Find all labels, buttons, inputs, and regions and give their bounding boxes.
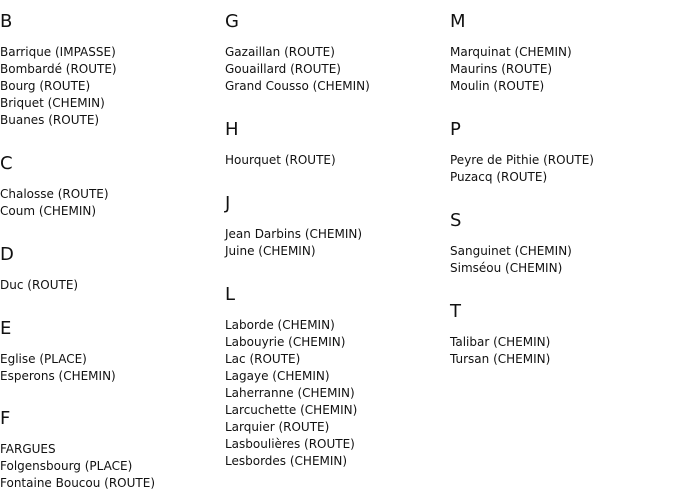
letter-group-h bbox=[225, 120, 336, 169]
letter-group-f bbox=[0, 409, 155, 492]
street-name-link[interactable]: Lasboulières (ROUTE) bbox=[225, 437, 355, 451]
street-name-link[interactable]: Hourquet (ROUTE) bbox=[225, 153, 336, 167]
letter-group-m bbox=[450, 12, 572, 95]
street-list bbox=[0, 277, 78, 294]
letter-heading: J bbox=[225, 193, 231, 214]
street-name-link[interactable]: Puzacq (ROUTE) bbox=[450, 170, 548, 184]
street-name-link[interactable]: Duc (ROUTE) bbox=[0, 278, 79, 292]
letter-heading: T bbox=[450, 301, 461, 322]
letter-group-d bbox=[0, 245, 78, 294]
street-list-item[interactable] bbox=[225, 453, 357, 470]
letter-heading: D bbox=[0, 244, 14, 265]
street-list-item[interactable] bbox=[225, 334, 357, 351]
street-list-item[interactable] bbox=[225, 385, 357, 402]
letter-group-s bbox=[450, 211, 572, 277]
street-name-link[interactable]: Gouaillard (ROUTE) bbox=[225, 62, 341, 76]
street-list-item[interactable] bbox=[225, 436, 357, 453]
street-name-link[interactable]: Juine (CHEMIN) bbox=[225, 244, 316, 258]
street-list bbox=[450, 243, 572, 277]
street-list-item[interactable] bbox=[0, 475, 155, 492]
street-list-item[interactable] bbox=[0, 186, 109, 203]
street-name-link[interactable]: Larquier (ROUTE) bbox=[225, 420, 330, 434]
street-list-item[interactable] bbox=[0, 61, 117, 78]
street-list-item[interactable] bbox=[225, 78, 370, 95]
street-name-link[interactable]: Marquinat (CHEMIN) bbox=[450, 45, 572, 59]
street-name-link[interactable]: Larcuchette (CHEMIN) bbox=[225, 403, 358, 417]
street-list-item[interactable] bbox=[225, 419, 357, 436]
street-list bbox=[0, 441, 155, 492]
letter-heading: H bbox=[225, 119, 239, 140]
street-list-item[interactable] bbox=[450, 78, 572, 95]
street-list bbox=[225, 152, 336, 169]
street-name-link[interactable]: Peyre de Pithie (ROUTE) bbox=[450, 153, 594, 167]
street-name-link[interactable]: Tursan (CHEMIN) bbox=[450, 352, 551, 366]
street-list-item[interactable] bbox=[0, 78, 117, 95]
street-list bbox=[225, 44, 370, 95]
street-list-item[interactable] bbox=[225, 61, 370, 78]
street-list-item[interactable] bbox=[225, 152, 336, 169]
letter-heading: C bbox=[0, 153, 13, 174]
letter-group-g bbox=[225, 12, 370, 95]
street-list bbox=[225, 317, 357, 470]
street-list-item[interactable] bbox=[450, 152, 594, 169]
letter-heading: S bbox=[450, 210, 462, 231]
street-name-link[interactable]: Simséou (CHEMIN) bbox=[450, 261, 563, 275]
letter-group-c bbox=[0, 154, 109, 220]
street-name-link[interactable]: Grand Cousso (CHEMIN) bbox=[225, 79, 370, 93]
street-list-item[interactable] bbox=[225, 226, 362, 243]
street-name-link[interactable]: Coum (CHEMIN) bbox=[0, 204, 97, 218]
street-name-link[interactable]: Bourg (ROUTE) bbox=[0, 79, 91, 93]
street-list-item[interactable] bbox=[450, 61, 572, 78]
letter-group-e bbox=[0, 319, 116, 385]
letter-group-b bbox=[0, 12, 117, 129]
letter-heading: G bbox=[225, 11, 239, 32]
street-name-link[interactable]: Maurins (ROUTE) bbox=[450, 62, 553, 76]
letter-heading: B bbox=[0, 11, 13, 32]
street-list-item[interactable] bbox=[225, 243, 362, 260]
street-list bbox=[450, 334, 550, 368]
street-name-link[interactable]: Briquet (CHEMIN) bbox=[0, 96, 105, 110]
street-list-item[interactable] bbox=[0, 441, 155, 458]
street-name-link[interactable]: Esperons (CHEMIN) bbox=[0, 369, 116, 383]
street-name-link[interactable]: Sanguinet (CHEMIN) bbox=[450, 244, 572, 258]
street-list-item[interactable] bbox=[0, 351, 116, 368]
street-name-link[interactable]: Chalosse (ROUTE) bbox=[0, 187, 109, 201]
street-list-item[interactable] bbox=[225, 368, 357, 385]
street-name-link[interactable]: Lagaye (CHEMIN) bbox=[225, 369, 330, 383]
letter-group-p bbox=[450, 120, 594, 186]
street-list bbox=[450, 152, 594, 186]
street-list-item[interactable] bbox=[0, 368, 116, 385]
street-name-link[interactable]: Gazaillan (ROUTE) bbox=[225, 45, 335, 59]
street-name-link[interactable]: Buanes (ROUTE) bbox=[0, 113, 100, 127]
street-name-link[interactable]: Talibar (CHEMIN) bbox=[450, 335, 551, 349]
letter-heading: M bbox=[450, 11, 466, 32]
street-list-item[interactable] bbox=[225, 44, 370, 61]
street-name-link[interactable]: Laborde (CHEMIN) bbox=[225, 318, 335, 332]
street-name-link[interactable]: Lac (ROUTE) bbox=[225, 352, 301, 366]
street-list-item[interactable] bbox=[450, 44, 572, 61]
street-list-item[interactable] bbox=[0, 95, 117, 112]
street-list-item[interactable] bbox=[225, 317, 357, 334]
street-name-link[interactable]: Barrique (IMPASSE) bbox=[0, 45, 116, 59]
street-list-item[interactable] bbox=[0, 203, 109, 220]
street-name-link[interactable]: Jean Darbins (CHEMIN) bbox=[225, 227, 363, 241]
street-name-link[interactable]: Moulin (ROUTE) bbox=[450, 79, 545, 93]
street-list-item[interactable] bbox=[225, 351, 357, 368]
letter-group-l bbox=[225, 285, 357, 470]
street-name-link[interactable]: Laherranne (CHEMIN) bbox=[225, 386, 355, 400]
letter-heading: F bbox=[0, 408, 11, 429]
street-name-link[interactable]: Lesbordes (CHEMIN) bbox=[225, 454, 348, 468]
street-list bbox=[0, 44, 117, 129]
street-name-link[interactable]: Eglise (PLACE) bbox=[0, 352, 87, 366]
street-list-item[interactable] bbox=[225, 402, 357, 419]
street-list-item[interactable] bbox=[450, 243, 572, 260]
street-list-item[interactable] bbox=[450, 260, 572, 277]
street-list-item[interactable] bbox=[450, 351, 550, 368]
street-list-item[interactable] bbox=[0, 44, 117, 61]
street-name-link[interactable]: FARGUES bbox=[0, 442, 56, 456]
street-list-item[interactable] bbox=[0, 458, 155, 475]
letter-heading: E bbox=[0, 318, 12, 339]
street-list-item[interactable] bbox=[0, 277, 78, 294]
letter-heading: P bbox=[450, 119, 461, 140]
street-list-item[interactable] bbox=[450, 334, 550, 351]
street-name-link[interactable]: Folgensbourg (PLACE) bbox=[0, 459, 133, 473]
street-name-link[interactable]: Fontaine Boucou (ROUTE) bbox=[0, 476, 155, 490]
street-list bbox=[0, 186, 109, 220]
street-list bbox=[225, 226, 362, 260]
street-list-item[interactable] bbox=[0, 112, 117, 129]
street-name-link[interactable]: Labouyrie (CHEMIN) bbox=[225, 335, 346, 349]
letter-heading: L bbox=[225, 284, 236, 305]
letter-group-j bbox=[225, 194, 362, 260]
street-list bbox=[0, 351, 116, 385]
street-name-link[interactable]: Bombardé (ROUTE) bbox=[0, 62, 117, 76]
street-list bbox=[450, 44, 572, 95]
street-list-item[interactable] bbox=[450, 169, 594, 186]
letter-group-t bbox=[450, 302, 550, 368]
